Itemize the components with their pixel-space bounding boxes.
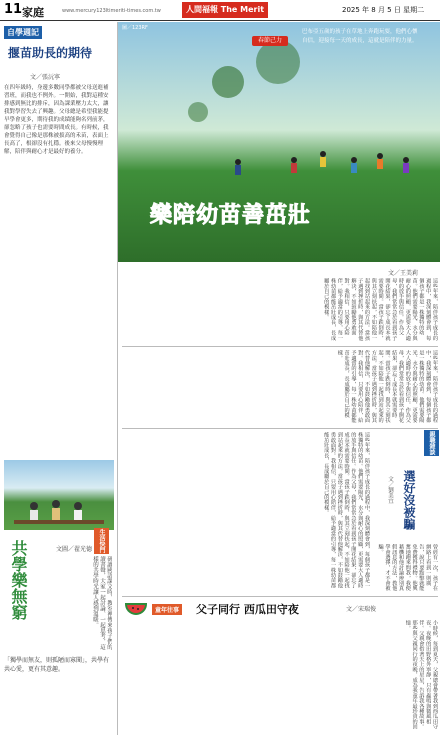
side-column-tag: 親職雜談 [424,430,439,456]
students-photo [4,460,114,530]
bottom-headline: 父子同行 西瓜田守夜 [196,603,299,616]
column-tag: 自學週記 [4,26,42,39]
divider [122,596,438,597]
side-body: 曾經有一次，孩子在網路上看到一則廣告，說只要點擊就能免費獲得禮物。他興奮地跑來問我，我便藉機和他討論辨別真假訊息的方法，教他學會選擇，才不會被騙。 [377,544,438,591]
article-headline: 揠苗助長的期待 [8,46,93,60]
hero-badge: 春節己力 [252,36,288,46]
section-name: 家庭 [22,6,44,19]
article-author: 文／張沅寧 [30,74,61,81]
page-number: 11 [4,2,23,17]
main-article-body-3: 這些年來，陪伴孩子成長的過程中，我深刻體會到，每個孩子都是一株獨特的幼苗。他們需要陽光、水分與耐心的照顧，更需要大人適時的放手與信任。作為父母，我們常常急於看到孩子開花結果，卻忘了成長本就需要時間。當孩子跌倒時，與其立刻扶起，不如陪他一起找到站起來的方法。當孩子遇到挫折時，與其代替他解決，不如鼓勵他勇敢面對。我相信，只要用心陪伴，給予適當的引導，每一株幼苗都能茁壯成長，長成屬於自己的模樣。 [323,432,370,588]
hero-photo-credit: 圖／123RF [122,25,148,31]
photo-body: 研讀國語課文時，教室裡傳來孩子們的讀書聲，大家一起討論、一起思考，這樣的共學時光讓人感到溫暖。 [92,556,112,650]
hero-caption: 巴布亞五歲的孩子在草地上奔跑玩耍，他們心懷自信，迎接每一天的成長，這就是陪伴的力量。 [302,29,418,44]
photo-headline: 共學樂無窮 [9,540,28,620]
website-url: www.mercury123ltimeriti-times.com.tw [62,8,161,14]
side-headline: 選好沒被騙 [402,470,416,530]
main-article-body-2: 這些年來，陪伴孩子成長的過程中，我深刻體會到，每個孩子都是一株獨特的幼苗。他們需要陽光、水分與耐心的照顧，更需要大人適時的放手與信任。作為父母，我們常常急於看到孩子開花結果，卻忘了成長本就需要時間。當孩子跌倒時，與其立刻扶起，不如陪他一起找到站起來的方法。當孩子遇到挫折時，與其代替他解決，不如鼓勵他勇敢面對。我相信，只要用心陪伴，給予適當的引導，每一株幼苗都能茁壯成長，長成屬於自己的模樣。 [336,350,438,423]
issue-date: 2025 年 8 月 5 日 星期二 [342,6,425,14]
side-author: 文／劉美宜 [387,476,393,504]
hero-byline: 文／王美莉 [388,270,419,277]
divider [122,346,438,347]
photo-credit: 文圖／翟光德 [56,546,93,553]
bottom-tag: 童年往事 [152,604,182,615]
photo-quote: 「獨學而無友，則孤陋而寡聞」，共學有共心愛，更有其意趣。 [4,657,110,673]
hero-title: 樂陪幼苗善茁壯 [150,203,312,228]
divider [122,428,438,429]
watermelon-icon [124,600,148,622]
photo-tag: 生活快門 [94,528,109,554]
bottom-author: 文／宋瑞俊 [346,606,377,613]
main-article-body-1: 這些年來，陪伴孩子成長的過程中，我深刻體會到，每個孩子都是一株獨特的幼苗。他們需要陽光、水分與耐心的照顧，更需要大人適時的放手與信任。作為父母，我們常常急於看到孩子開花結果，卻忘了成長本就需要時間。當孩子跌倒時，與其立刻扶起，不如陪他一起找到站起來的方法。當孩子遇到挫折時，與其代替他解決，不如鼓勵他勇敢面對。我相信，只要用心陪伴，給予適當的引導，每一株幼苗都能茁壯成長，長成屬於自己的模樣。 [323,278,438,341]
bottom-body: 小時候，每到夏天，父親總會帶著我到西瓜田守夜。夜晚的田野格外寧靜，只有蟲鳴與微風相伴。父親會指著天上的星星，告訴我各種故事。那些與父親同行的夜晚，成為我童年最珍貴的回憶。 [404,620,438,730]
newspaper-logo: 人間福報 The Merit [182,2,268,18]
article-body: 在四年級時，身邊多數同學都被父母送進補習班，而我也不例外。一開始，我對這種安排感到無比的排斥，因為課業壓力太大，讓我對學習失去了興趣。父母總是希望我能提早學會更多，期待我的成績能夠名列前茅，卻忽略了孩子也需要時間成長。有時候，我會覺得自己像是那株被拔高的禾苗，表面上長高了，根卻沒有扎穩。後來父母慢慢理解，陪伴與耐心才是最好的養分。 [4,85,109,155]
